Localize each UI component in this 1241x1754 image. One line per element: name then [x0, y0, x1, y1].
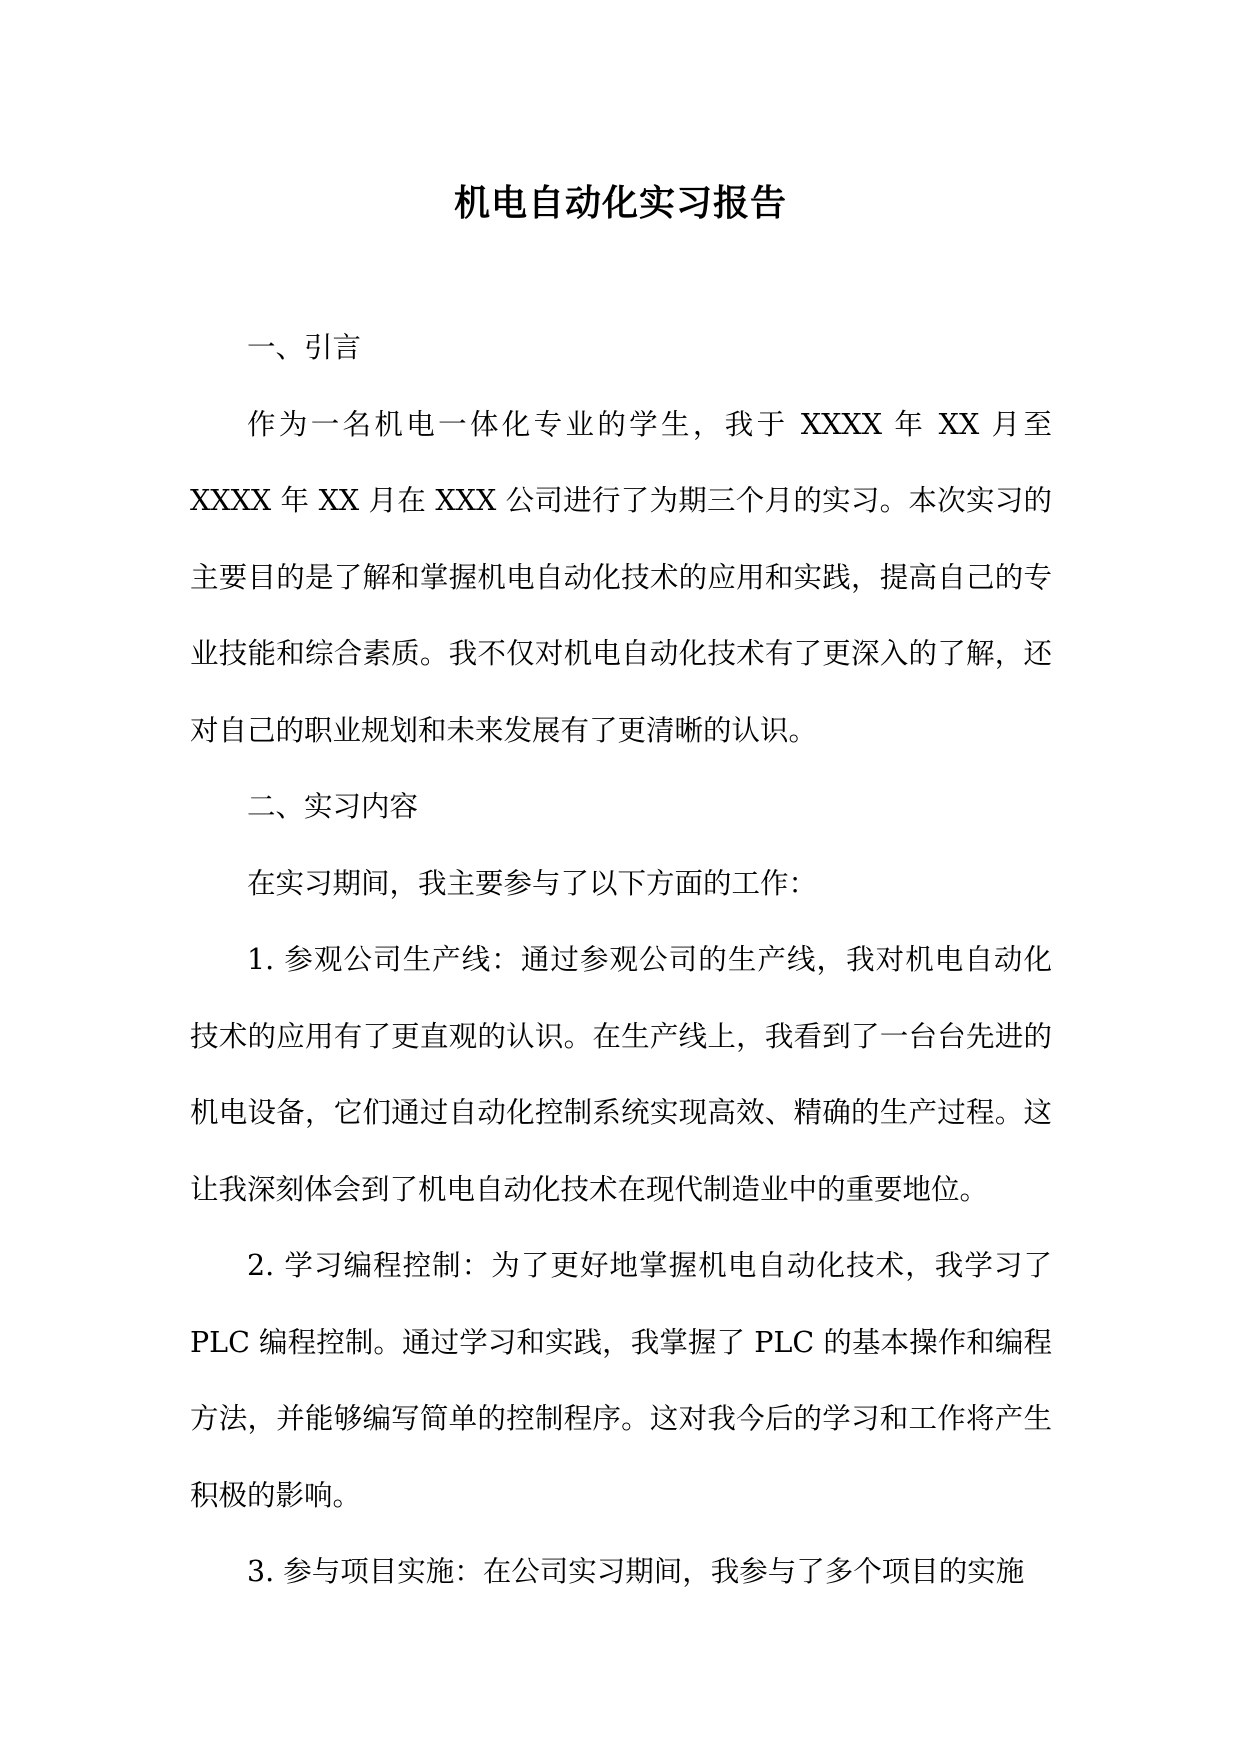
list-item-programming: 2. 学习编程控制：为了更好地掌握机电自动化技术，我学习了 PLC 编程控制。通过学习和实践，我掌握了 PLC 的基本操作和编程方法，并能够编写简单的控制程序。这对我今后的学习和工作将产生积极的影响。: [190, 1249, 1052, 1512]
paragraph-work-intro: 在实习期间，我主要参与了以下方面的工作：: [247, 866, 818, 900]
paragraph-introduction: 作为一名机电一体化专业的学生，我于 XXXX 年 XX 月至 XXXX 年 XX 月在 XXX 公司进行了为期三个月的实习。本次实习的主要目的是了解和掌握机电自动化技术的应用和实践，提高自己的专业技能和综合素质。我不仅对机电自动化技术有了更深入的了解，还对自己的职业规划和未来发展有了更清晰的认识。: [190, 407, 1052, 747]
section-heading-internship-content: 二、实习内容: [247, 790, 419, 823]
document-body: [190, 310, 1052, 1611]
section-heading-introduction: 一、引言: [247, 331, 362, 364]
list-item-project: 3. 参与项目实施：在公司实习期间，我参与了多个项目的实施: [247, 1555, 1025, 1588]
document-title: 机电自动化实习报告: [453, 183, 787, 224]
list-item-production-line: 1. 参观公司生产线：通过参观公司的生产线，我对机电自动化技术的应用有了更直观的认识。在生产线上，我看到了一台台先进的机电设备，它们通过自动化控制系统实现高效、精确的生产过程。这让我深刻体会到了机电自动化技术在现代制造业中的重要地位。: [190, 943, 1052, 1206]
